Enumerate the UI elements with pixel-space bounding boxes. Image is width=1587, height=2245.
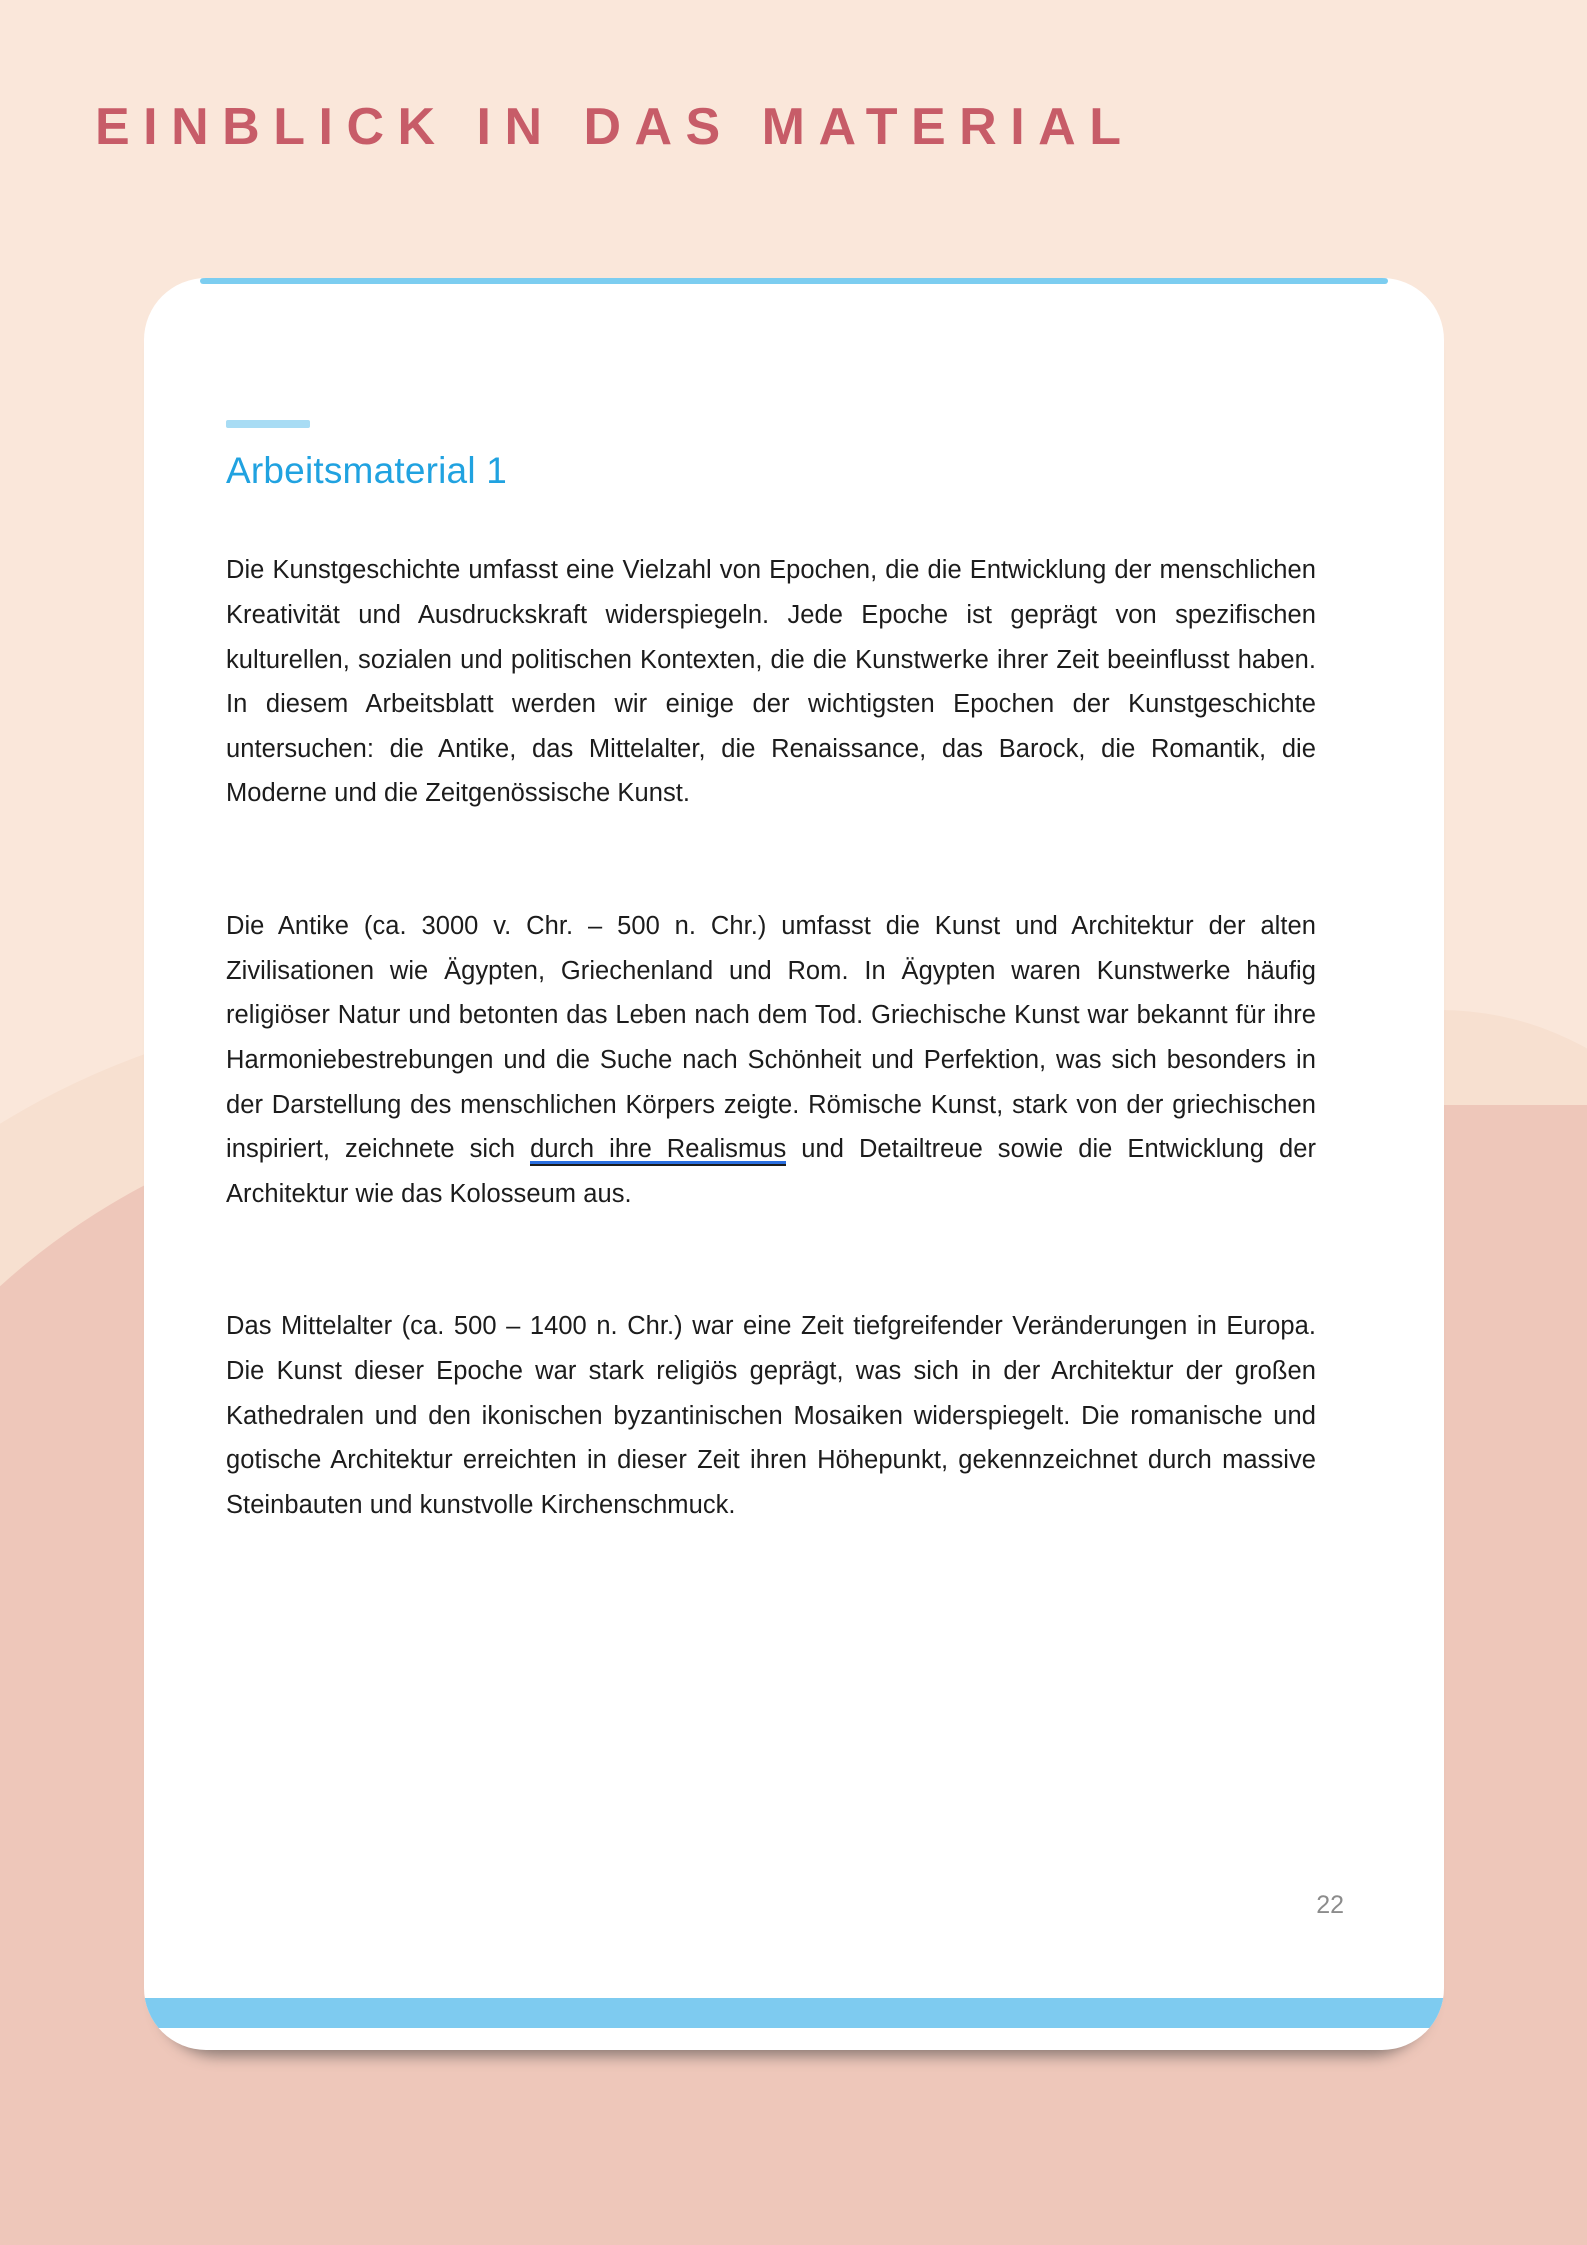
page-number: 22 <box>1316 1891 1344 1919</box>
paragraph-mittelalter: Das Mittelalter (ca. 500 – 1400 n. Chr.) war eine Zeit tiefgreifender Veränderungen in Europa. Die Kunst dieser Epoche war stark religiös geprägt, was sich in der Architektur der großen Kathedralen und den ikonischen byzantinischen Mosaiken widerspiegelt. Die romanische und gotische Architektur erreichten in dieser Zeit ihren Höhepunkt, gekennzeichnet durch massive Steinbauten und kunstvolle Kirchenschmuck. <box>226 1312 1316 1519</box>
paragraph-antike-part1: Die Antike (ca. 3000 v. Chr. – 500 n. Chr.) umfasst die Kunst und Architektur der alten Zivilisationen wie Ägypten, Griechenland und Rom. In Ägypten waren Kunstwerke häufig religiöser Natur und betonten das Leben nach dem Tod. Griechische Kunst war bekannt für ihre Harmoniebestrebungen und die Suche nach Schönheit und Perfektion, was sich besonders in der Darstellung des menschlichen Körpers zeigte. Römische Kunst, stark von der griechischen inspiriert, zeichnete sich <box>226 912 1316 1164</box>
page-title: EINBLICK IN DAS MATERIAL <box>95 98 1135 156</box>
card-top-accent-line <box>200 278 1388 284</box>
heading-accent-bar <box>226 420 310 428</box>
card-content <box>226 420 1316 1528</box>
card-surface <box>144 278 1444 2050</box>
grammar-suggestion-text[interactable]: durch ihre Realismus <box>530 1135 786 1166</box>
section-heading: Arbeitsmaterial 1 <box>226 450 508 491</box>
worksheet-card <box>144 278 1444 2068</box>
paragraph-antike <box>226 904 1316 1216</box>
card-bottom-accent-band <box>144 1998 1444 2028</box>
paragraph-antike-part2: und Detailtreue sowie die Entwicklung der Architektur wie das Kolosseum aus. <box>226 1135 1316 1208</box>
paragraph-intro: Die Kunstgeschichte umfasst eine Vielzahl von Epochen, die die Entwicklung der menschlichen Kreativität und Ausdruckskraft widerspiegeln. Jede Epoche ist geprägt von spezifischen kulturellen, sozialen und politischen Kontexten, die die Kunstwerke ihrer Zeit beeinflusst haben. In diesem Arbeitsblatt werden wir einige der wichtigsten Epochen der Kunstgeschichte untersuchen: die Antike, das Mittelalter, die Renaissance, das Barock, die Romantik, die Moderne und die Zeitgenössische Kunst. <box>226 556 1316 808</box>
